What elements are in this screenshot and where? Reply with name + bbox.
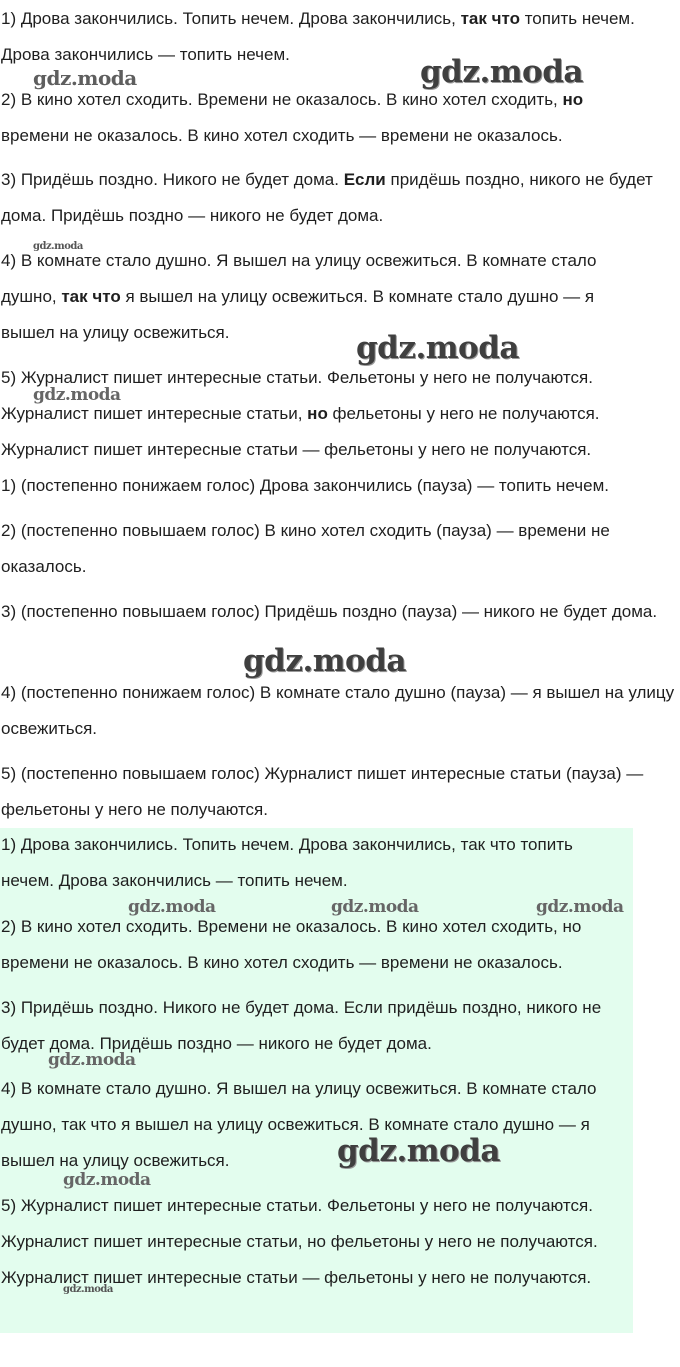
watermark: gdz.moda bbox=[33, 241, 83, 252]
section1-item-5-conjunction: но bbox=[307, 404, 328, 423]
section1-item-2-conjunction: но bbox=[562, 90, 584, 109]
section2-item-4: 4) (постепенно понижаем голос) В комнате стало душно (пауза) — я вышел на улицу освежиться. bbox=[1, 683, 675, 738]
watermark: gdz.moda bbox=[536, 897, 624, 917]
section1-item-5-text-c: фельетоны у него не получаются. Журналист пишет интересные статьи — фельетоны у него не получаются. bbox=[1, 404, 600, 459]
section2-item-1: 1) (постепенно понижаем голос) Дрова закончились (пауза) — топить нечем. bbox=[1, 476, 610, 495]
section3-item-3: 3) Придёшь поздно. Никого не будет дома. Если придёшь поздно, никого не будет дома. Придёшь поздно — никого не будет дома. bbox=[1, 998, 602, 1053]
section2-item-5: 5) (постепенно повышаем голос) Журналист пишет интересные статьи (пауза) — фельетоны у него не получаются. bbox=[1, 764, 644, 819]
section1-item-2-text-c: времени не оказалось. В кино хотел сходить — времени не оказалось. bbox=[1, 126, 563, 145]
section1-item-3-conjunction: Если bbox=[343, 170, 386, 189]
section1-item-2 bbox=[1, 82, 641, 154]
section1-item-3-text-a: 3) Придёшь поздно. Никого не будет дома. bbox=[1, 170, 344, 189]
section1-item-3-text-c: придёшь поздно, никого не будет дома. Придёшь поздно — никого не будет дома. bbox=[1, 170, 653, 225]
section1-item-1-text-a: 1) Дрова закончились. Топить нечем. Дрова закончились, bbox=[1, 9, 461, 28]
section1-item-1-conjunction: так что bbox=[460, 9, 520, 28]
section3-item-5: 5) Журналист пишет интересные статьи. Фельетоны у него не получаются. Журналист пишет интересные статьи, но фельетоны у него не получаются. Журналист пишет интересные статьи — фельетоны у него не получаются. bbox=[1, 1196, 598, 1287]
section1-item-4-text-c: я вышел на улицу освежиться. В комнате стало душно — я вышел на улицу освежиться. bbox=[1, 287, 595, 342]
section1-item-5-text-a: 5) Журналист пишет интересные статьи. Фельетоны у него не получаются. Журналист пишет интересные статьи, bbox=[1, 368, 593, 423]
section2-item-2: 2) (постепенно повышаем голос) В кино хотел сходить (пауза) — времени не оказалось. bbox=[1, 521, 610, 576]
section1-item-4-text-a: 4) В комнате стало душно. Я вышел на улицу освежиться. В комнате стало душно, bbox=[1, 251, 597, 306]
watermark: gdz.moda bbox=[63, 1284, 113, 1295]
section1-item-5 bbox=[1, 360, 649, 468]
watermark: gdz.moda bbox=[337, 1133, 500, 1169]
watermark: gdz.moda bbox=[356, 330, 519, 366]
watermark: gdz.moda bbox=[420, 54, 583, 90]
watermark: gdz.moda bbox=[63, 1170, 151, 1190]
section3-item-1: 1) Дрова закончились. Топить нечем. Дрова закончились, так что топить нечем. Дрова закончились — топить нечем. bbox=[1, 835, 573, 890]
section3-item-2: 2) В кино хотел сходить. Времени не оказалось. В кино хотел сходить, но времени не оказалось. В кино хотел сходить — времени не оказалось. bbox=[1, 917, 582, 972]
watermark: gdz.moda bbox=[128, 897, 216, 917]
watermark: gdz.moda bbox=[33, 66, 137, 90]
section1-item-4-conjunction: так что bbox=[61, 287, 121, 306]
section1-item-1 bbox=[1, 1, 677, 73]
section2-item-3: 3) (постепенно повышаем голос) Придёшь поздно (пауза) — никого не будет дома. bbox=[1, 602, 658, 621]
watermark: gdz.moda bbox=[243, 643, 406, 679]
watermark: gdz.moda bbox=[331, 897, 419, 917]
section1-item-3 bbox=[1, 162, 661, 234]
section1-item-2-text-a: 2) В кино хотел сходить. Времени не оказалось. В кино хотел сходить, bbox=[1, 90, 563, 109]
watermark: gdz.moda bbox=[33, 385, 121, 405]
watermark: gdz.moda bbox=[48, 1050, 136, 1070]
section1-item-4 bbox=[1, 243, 649, 351]
section3-item-4: 4) В комнате стало душно. Я вышел на улицу освежиться. В комнате стало душно, так что я вышел на улицу освежиться. В комнате стало душно — я вышел на улицу освежиться. bbox=[1, 1079, 597, 1170]
section1-item-1-text-c: топить нечем. Дрова закончились — топить нечем. bbox=[1, 9, 635, 64]
